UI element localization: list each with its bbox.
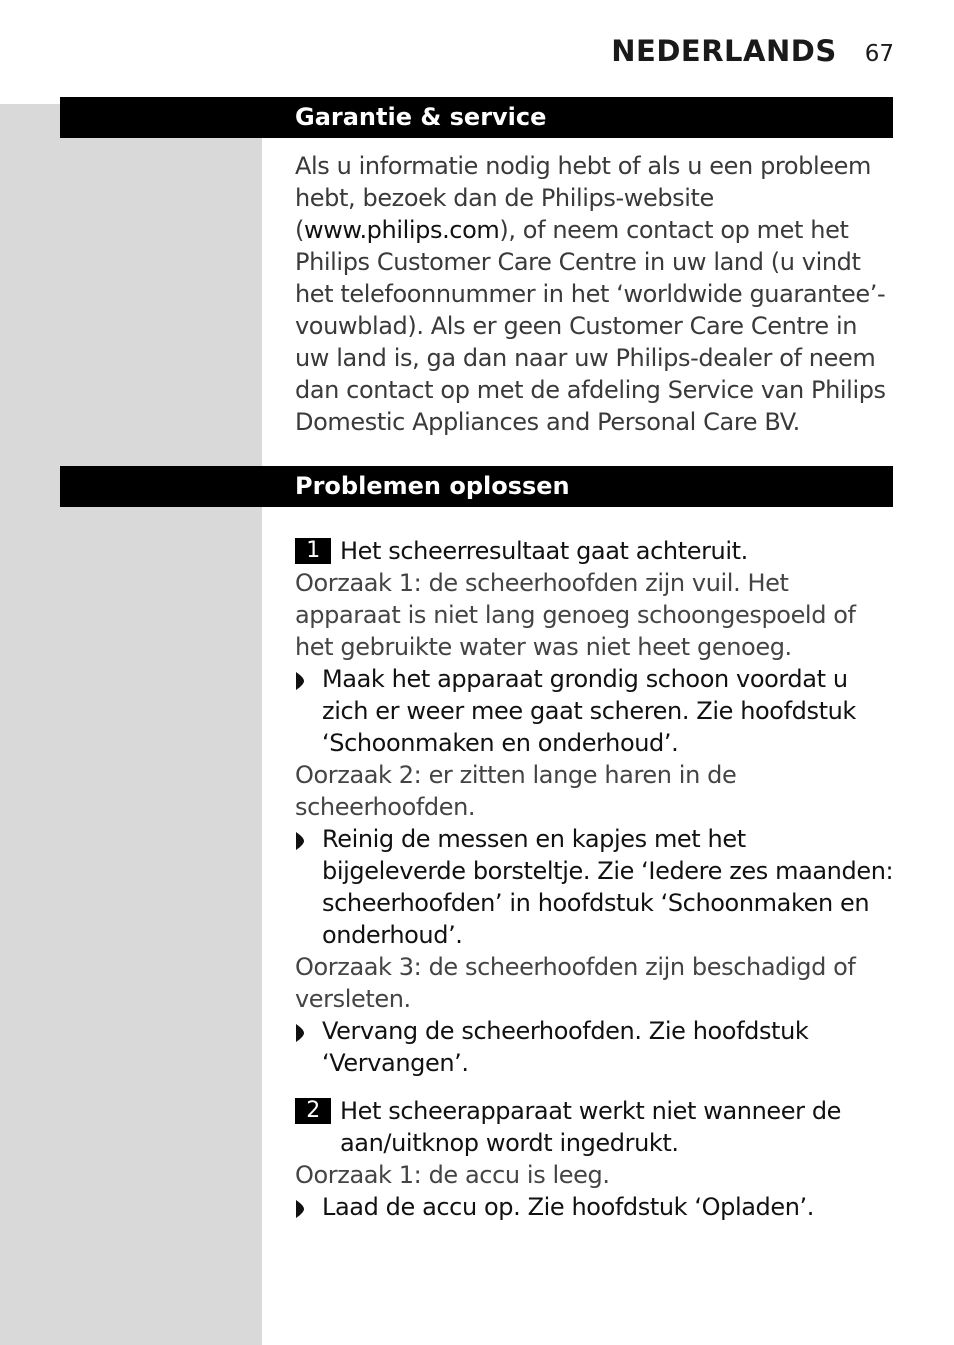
cause-text: Oorzaak 1: de scheerhoofden zijn vuil. Het apparaat is niet lang genoeg schoongespoeld of het gebruikte water was niet heet genoeg.: [295, 569, 856, 661]
section-heading-bar-garantie: [60, 97, 893, 138]
bullet-triangle-icon: [295, 1023, 305, 1043]
action-text: Reinig de messen en kapjes met het bijgeleverde borsteltje. Zie ‘Iedere zes maanden: scheerhoofden’ in hoofdstuk ‘Schoonmaken en onderhoud’.: [322, 825, 894, 949]
problemen-body: [295, 535, 895, 1223]
step-number-badge: 1: [295, 538, 331, 564]
problem-step-2: [295, 1095, 895, 1159]
left-margin-band: [0, 104, 262, 1345]
section-title: Problemen oplossen: [295, 472, 570, 500]
action-text: Laad de accu op. Zie hoofdstuk ‘Opladen’.: [322, 1193, 815, 1221]
problem-title: Het scheerapparaat werkt niet wanneer de aan/uitknop wordt ingedrukt.: [340, 1097, 842, 1157]
action-item: [295, 823, 895, 951]
step-number-badge: 2: [295, 1098, 331, 1124]
section-title: Garantie & service: [295, 103, 547, 131]
bullet-triangle-icon: [295, 1199, 305, 1219]
page-header: [611, 34, 894, 68]
philips-website-link[interactable]: www.philips.com: [303, 216, 500, 244]
action-item: [295, 663, 895, 759]
bullet-triangle-icon: [295, 831, 305, 851]
action-text: Vervang de scheerhoofden. Zie hoofdstuk ‘Vervangen’.: [322, 1017, 809, 1077]
action-text: Maak het apparaat grondig schoon voordat u zich er weer mee gaat scheren. Zie hoofdstuk ‘Schoonmaken en onderhoud’.: [322, 665, 856, 757]
action-item: [295, 1191, 895, 1223]
section-heading-bar-problemen: [60, 466, 893, 507]
language-title: NEDERLANDS: [611, 34, 837, 68]
bullet-triangle-icon: [295, 671, 305, 691]
cause-text: Oorzaak 1: de accu is leeg.: [295, 1161, 610, 1189]
garantie-text-end: ), of neem contact op met het Philips Customer Care Centre in uw land (u vindt het telefoonnummer in het ‘worldwide guarantee’-vouwblad). Als er geen Customer Care Centre in uw land is, ga dan naar uw Philips-dealer of neem dan contact op met de afdeling Service van Philips Domestic Appliances and Personal Care BV.: [295, 216, 886, 436]
problem-step-1: [295, 535, 895, 567]
garantie-body: [295, 150, 895, 438]
cause-text: Oorzaak 2: er zitten lange haren in de scheerhoofden.: [295, 761, 737, 821]
action-item: [295, 1015, 895, 1079]
garantie-paragraph: [295, 150, 895, 438]
garantie-text-start: Als u informatie nodig hebt of als u een probleem hebt, bezoek dan de Philips-website (: [295, 152, 871, 244]
cause-text: Oorzaak 3: de scheerhoofden zijn beschadigd of versleten.: [295, 953, 856, 1013]
problem-title: Het scheerresultaat gaat achteruit.: [340, 537, 748, 565]
page-number: 67: [864, 41, 894, 67]
